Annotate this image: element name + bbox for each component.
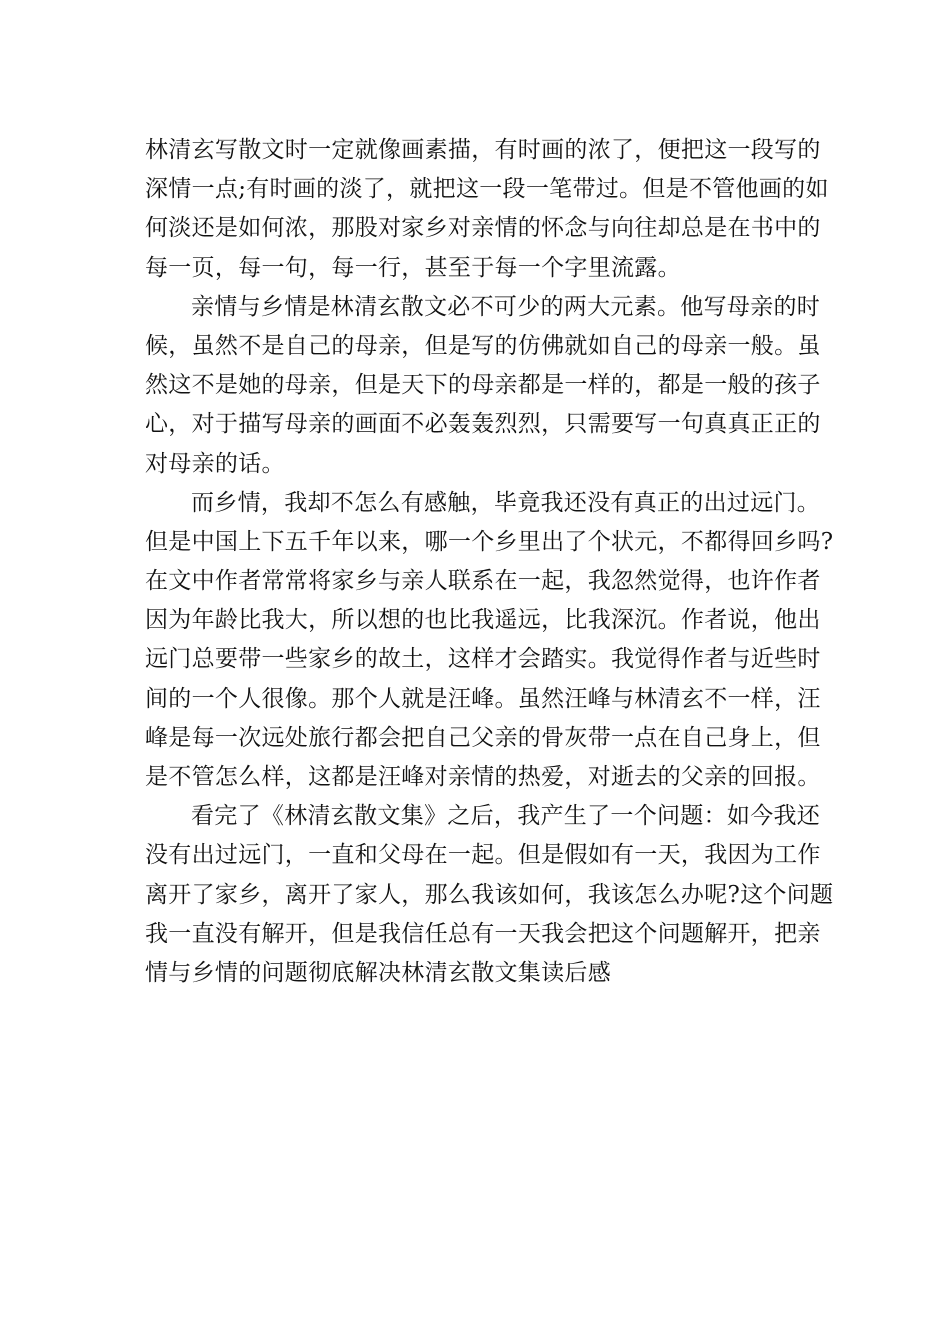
text-line: 我一直没有解开，但是我信任总有一天我会把这个问题解开，把亲	[145, 920, 821, 947]
paragraph-4	[145, 797, 834, 993]
text-line: 没有出过远门，一直和父母在一起。但是假如有一天，我因为工作	[145, 842, 821, 869]
text-line: 因为年龄比我大，所以想的也比我遥远，比我深沉。作者说，他出	[145, 607, 821, 634]
text-line: 对母亲的话。	[145, 450, 285, 477]
text-line: 每一页，每一句，每一行，甚至于每一个字里流露。	[145, 254, 681, 281]
text-line: 是不管怎么样，这都是汪峰对亲情的热爱，对逝去的父亲的回报。	[145, 764, 821, 790]
text-line: 但是中国上下五千年以来，哪一个乡里出了个状元，不都得回乡吗?	[145, 528, 834, 555]
paragraph-2	[145, 288, 821, 484]
text-line: 深情一点;有时画的淡了，就把这一段一笔带过。但是不管他画的如	[145, 176, 829, 203]
text-line: 然这不是她的母亲，但是天下的母亲都是一样的，都是一般的孩子	[145, 372, 821, 399]
text-line: 看完了《林清玄散文集》之后，我产生了一个问题：如今我还	[191, 803, 821, 830]
document-body	[145, 131, 834, 993]
text-line: 在文中作者常常将家乡与亲人联系在一起，我忽然觉得，也许作者	[145, 568, 821, 595]
text-line: 心，对于描写母亲的画面不必轰轰烈烈，只需要写一句真真正正的	[145, 411, 821, 438]
text-line: 亲情与乡情是林清玄散文必不可少的两大元素。他写母亲的时	[191, 293, 821, 320]
paragraph-3	[145, 484, 834, 798]
text-line: 候，虽然不是自己的母亲，但是写的仿佛就如自己的母亲一般。虽	[145, 332, 821, 359]
text-line: 情与乡情的问题彻底解决林清玄散文集读后感	[145, 959, 611, 986]
text-line: 何淡还是如何浓，那股对家乡对亲情的怀念与向往却总是在书中的	[145, 215, 821, 242]
text-line: 远门总要带一些家乡的故土，这样才会踏实。我觉得作者与近些时	[145, 646, 821, 673]
text-line: 而乡情，我却不怎么有感触，毕竟我还没有真正的出过远门。	[191, 489, 821, 516]
text-line: 林清玄写散文时一定就像画素描，有时画的浓了，便把这一段写的	[145, 137, 821, 163]
text-line: 峰是每一次远处旅行都会把自己父亲的骨灰带一点在自己身上，但	[145, 724, 821, 751]
paragraph-1	[145, 131, 829, 288]
text-line: 间的一个人很像。那个人就是汪峰。虽然汪峰与林清玄不一样，汪	[145, 685, 821, 712]
text-line: 离开了家乡，离开了家人，那么我该如何，我该怎么办呢?这个问题	[145, 881, 834, 908]
